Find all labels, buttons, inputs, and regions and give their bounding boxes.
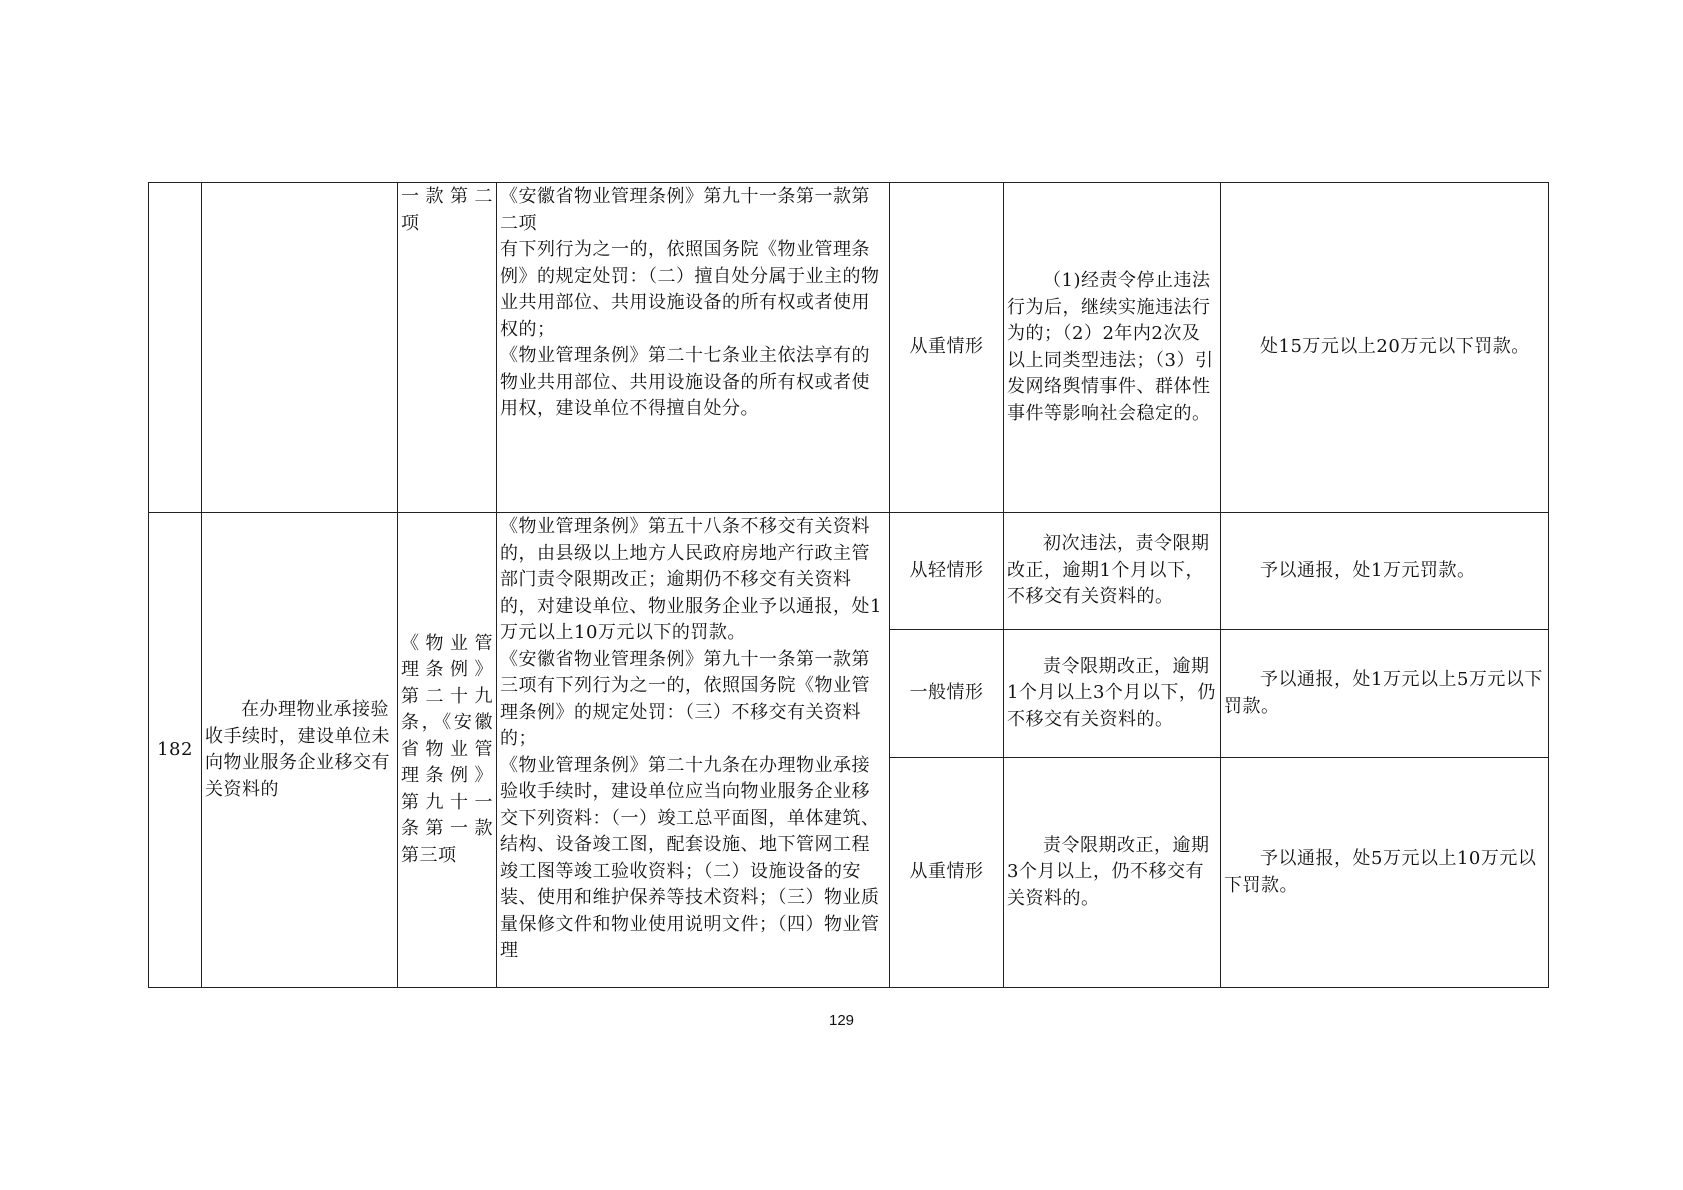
legal-text-cell (497, 183, 890, 513)
circumstance-criteria-cell: 责令限期改正，逾期3个月以上，仍不移交有关资料的。 (1004, 758, 1221, 988)
legal-paragraph: 《物业管理条例》第二十九条在办理物业承接验收手续时，建设单位应当向物业服务企业移交下列资料：（一）竣工总平面图，单体建筑、结构、设备竣工图，配套设施、地下管网工程竣工图等竣工验收资料；（二）设施设备的安装、使用和维护保养等技术资料；（三）物业质量保修文件和物业使用说明文件；（四）物业管理 (500, 754, 880, 961)
penalty-standard-table (148, 182, 1549, 988)
penalty-cell: 予以通报，处5万元以上10万元以下罚款。 (1221, 758, 1549, 988)
legal-basis-cell: 一款第二项 (398, 183, 497, 513)
penalty-cell: 予以通报，处1万元罚款。 (1221, 513, 1549, 630)
circumstance-level-cell: 从重情形 (890, 183, 1004, 513)
penalty-cell: 予以通报，处1万元以上5万元以下罚款。 (1221, 630, 1549, 758)
circumstance-level-cell: 从重情形 (890, 758, 1004, 988)
item-number-cell (149, 183, 202, 513)
violation-description-cell: 在办理物业承接验收手续时，建设单位未向物业服务企业移交有关资料的 (202, 513, 398, 988)
circumstance-criteria-cell: 责令限期改正，逾期1个月以上3个月以下，仍不移交有关资料的。 (1004, 630, 1221, 758)
item-number-cell: 182 (149, 513, 202, 988)
legal-paragraph: 《安徽省物业管理条例》第九十一条第一款第二项 (500, 186, 870, 234)
legal-paragraph: 《物业管理条例》第五十八条不移交有关资料的，由县级以上地方人民政府房地产行政主管部门责令限期改正；逾期仍不移交有关资料的，对建设单位、物业服务企业予以通报，处1万元以上10万元以下的罚款。 (500, 516, 882, 643)
circumstance-criteria-cell: （1)经责令停止违法行为后，继续实施违法行为的；（2）2年内2次及以上同类型违法；（3）引发网络舆情事件、群体性事件等影响社会稳定的。 (1004, 183, 1221, 513)
violation-description-cell (202, 183, 398, 513)
circumstance-criteria-cell: 初次违法，责令限期改正，逾期1个月以下，不移交有关资料的。 (1004, 513, 1221, 630)
circumstance-level-cell: 一般情形 (890, 630, 1004, 758)
legal-paragraph: 《物业管理条例》第二十七条业主依法享有的物业共用部位、共用设施设备的所有权或者使用权，建设单位不得擅自处分。 (500, 345, 870, 419)
circumstance-level-cell: 从轻情形 (890, 513, 1004, 630)
legal-basis-cell: 《物业管理条例》第二十九条，《安徽省物业管理条例》第九十一条第一款第三项 (398, 513, 497, 988)
page-number: 129 (828, 1012, 855, 1029)
table-row (149, 513, 1549, 630)
legal-paragraph: 有下列行为之一的，依照国务院《物业管理条例》的规定处罚：（二）擅自处分属于业主的物业共用部位、共用设施设备的所有权或者使用权的； (500, 239, 880, 340)
legal-paragraph: 《安徽省物业管理条例》第九十一条第一款第三项有下列行为之一的，依照国务院《物业管理条例》的规定处罚：（三）不移交有关资料的； (500, 648, 870, 749)
legal-text-cell (497, 513, 890, 988)
table-row (149, 183, 1549, 513)
penalty-cell: 处15万元以上20万元以下罚款。 (1221, 183, 1549, 513)
